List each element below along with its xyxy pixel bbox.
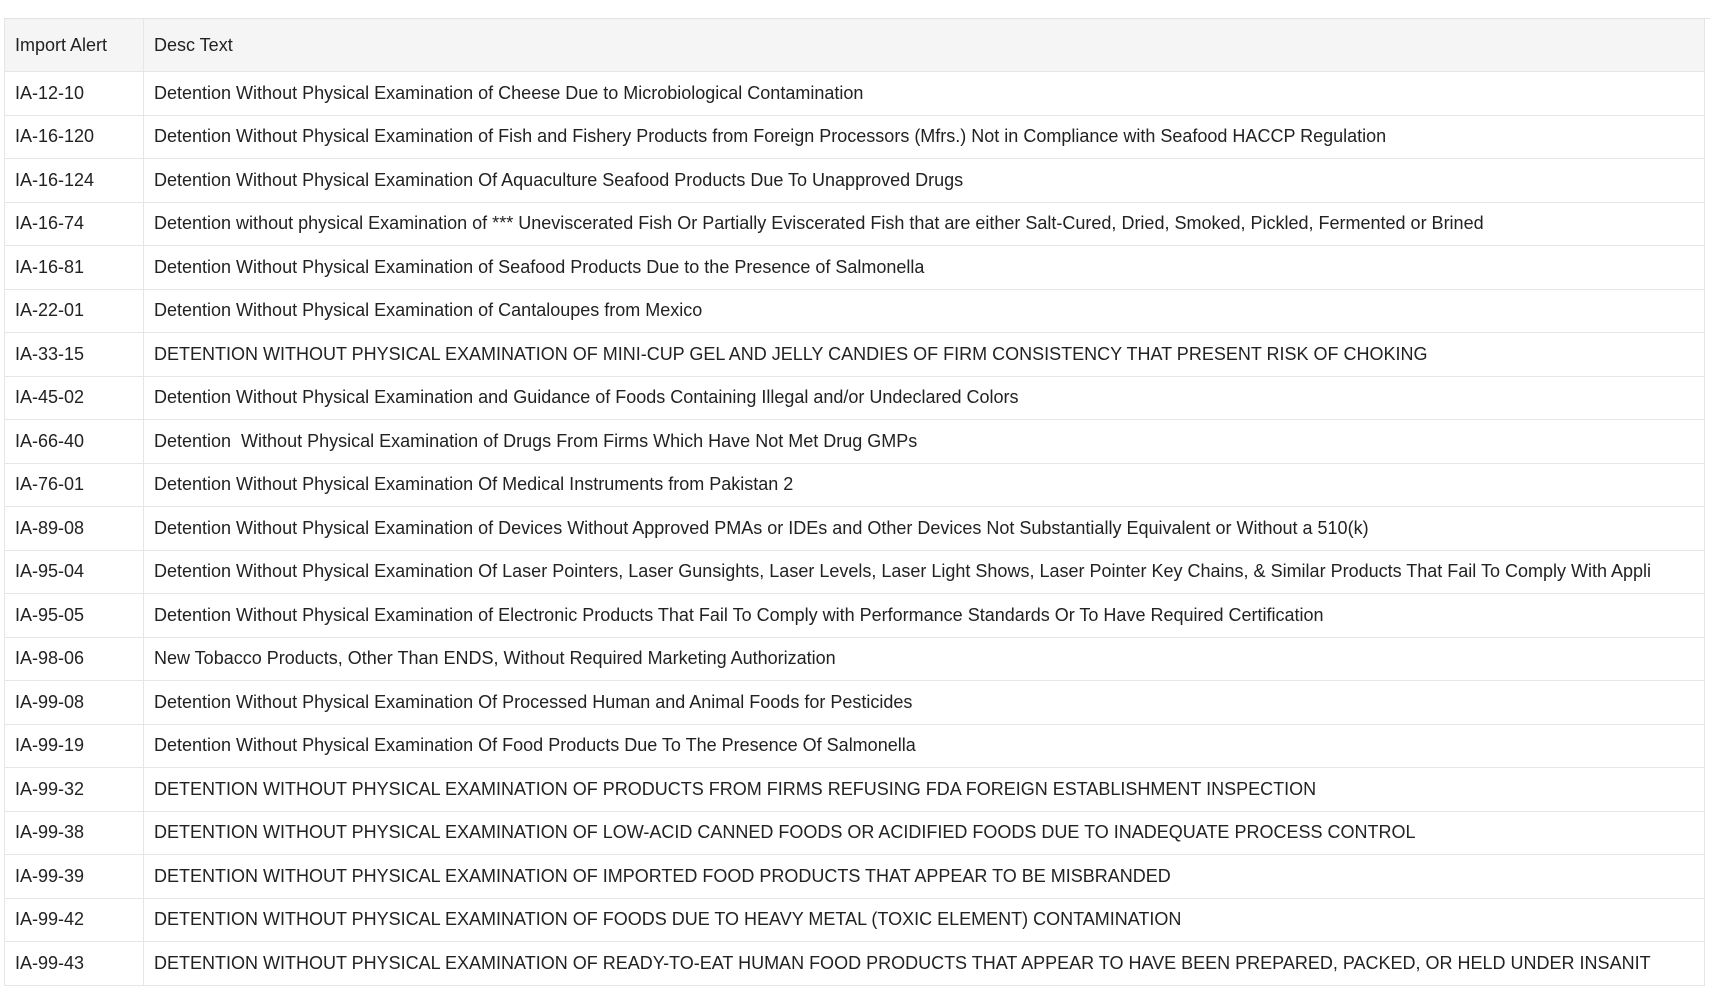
desc-text-cell: Detention Without Physical Examination Of Food Products Due To The Presence Of Salmonella: [144, 724, 1705, 768]
table-row[interactable]: [5, 72, 1705, 116]
desc-text-cell: DETENTION WITHOUT PHYSICAL EXAMINATION OF PRODUCTS FROM FIRMS REFUSING FDA FOREIGN ESTABLISHMENT INSPECTION: [144, 768, 1705, 812]
table-body: [5, 72, 1705, 986]
desc-text-cell: DETENTION WITHOUT PHYSICAL EXAMINATION OF LOW-ACID CANNED FOODS OR ACIDIFIED FOODS DUE TO INADEQUATE PROCESS CONTROL: [144, 811, 1705, 855]
table-row[interactable]: [5, 942, 1705, 986]
table-row[interactable]: [5, 202, 1705, 246]
desc-text-cell: Detention Without Physical Examination Of Processed Human and Animal Foods for Pesticides: [144, 681, 1705, 725]
desc-text-cell: Detention without physical Examination of *** Uneviscerated Fish Or Partially Eviscerated Fish that are either Salt-Cured, Dried, Smoked, Pickled, Fermented or Brined: [144, 202, 1705, 246]
import-alert-cell: IA-16-124: [5, 159, 144, 203]
import-alert-cell: IA-33-15: [5, 333, 144, 377]
import-alert-cell: IA-16-81: [5, 246, 144, 290]
table-row[interactable]: [5, 550, 1705, 594]
header-row: [5, 19, 1705, 72]
import-alert-cell: IA-99-43: [5, 942, 144, 986]
table-row[interactable]: [5, 115, 1705, 159]
import-alert-cell: IA-12-10: [5, 72, 144, 116]
import-alerts-table: [4, 19, 1705, 986]
import-alert-cell: IA-99-19: [5, 724, 144, 768]
desc-text-cell: DETENTION WITHOUT PHYSICAL EXAMINATION OF MINI-CUP GEL AND JELLY CANDIES OF FIRM CONSISTENCY THAT PRESENT RISK OF CHOKING: [144, 333, 1705, 377]
desc-text-cell: DETENTION WITHOUT PHYSICAL EXAMINATION OF IMPORTED FOOD PRODUCTS THAT APPEAR TO BE MISBRANDED: [144, 855, 1705, 899]
desc-text-cell: Detention Without Physical Examination Of Medical Instruments from Pakistan 2: [144, 463, 1705, 507]
import-alert-cell: IA-98-06: [5, 637, 144, 681]
table-row[interactable]: [5, 681, 1705, 725]
import-alert-cell: IA-89-08: [5, 507, 144, 551]
import-alert-cell: IA-99-32: [5, 768, 144, 812]
table-header: [5, 19, 1705, 72]
import-alert-cell: IA-22-01: [5, 289, 144, 333]
table-row[interactable]: [5, 507, 1705, 551]
desc-text-cell: Detention Without Physical Examination of Cantaloupes from Mexico: [144, 289, 1705, 333]
table-row[interactable]: [5, 898, 1705, 942]
desc-text-cell: Detention Without Physical Examination Of Aquaculture Seafood Products Due To Unapproved Drugs: [144, 159, 1705, 203]
table-row[interactable]: [5, 724, 1705, 768]
desc-text-cell: Detention Without Physical Examination and Guidance of Foods Containing Illegal and/or Undeclared Colors: [144, 376, 1705, 420]
import-alert-cell: IA-76-01: [5, 463, 144, 507]
import-alert-cell: IA-66-40: [5, 420, 144, 464]
column-header-import-alert[interactable]: Import Alert: [5, 19, 144, 72]
desc-text-cell: New Tobacco Products, Other Than ENDS, Without Required Marketing Authorization: [144, 637, 1705, 681]
desc-text-cell: Detention Without Physical Examination of Devices Without Approved PMAs or IDEs and Other Devices Not Substantially Equivalent or Without a 510(k): [144, 507, 1705, 551]
import-alert-cell: IA-16-120: [5, 115, 144, 159]
table-row[interactable]: [5, 376, 1705, 420]
table-row[interactable]: [5, 463, 1705, 507]
import-alert-cell: IA-99-38: [5, 811, 144, 855]
import-alert-cell: IA-95-05: [5, 594, 144, 638]
table-row[interactable]: [5, 855, 1705, 899]
table-row[interactable]: [5, 289, 1705, 333]
table-row[interactable]: [5, 594, 1705, 638]
desc-text-cell: Detention Without Physical Examination Of Laser Pointers, Laser Gunsights, Laser Levels, Laser Light Shows, Laser Pointer Key Chains, & Similar Products That Fail To Comply With Appli: [144, 550, 1705, 594]
desc-text-cell: Detention Without Physical Examination of Drugs From Firms Which Have Not Met Drug GMPs: [144, 420, 1705, 464]
import-alerts-table-container[interactable]: [4, 18, 1710, 987]
desc-text-cell: Detention Without Physical Examination of Cheese Due to Microbiological Contamination: [144, 72, 1705, 116]
import-alert-cell: IA-99-42: [5, 898, 144, 942]
table-row[interactable]: [5, 159, 1705, 203]
import-alert-cell: IA-16-74: [5, 202, 144, 246]
desc-text-cell: Detention Without Physical Examination of Fish and Fishery Products from Foreign Processors (Mfrs.) Not in Compliance with Seafood HACCP Regulation: [144, 115, 1705, 159]
table-row[interactable]: [5, 811, 1705, 855]
table-row[interactable]: [5, 637, 1705, 681]
import-alert-cell: IA-99-39: [5, 855, 144, 899]
column-header-desc-text[interactable]: Desc Text: [144, 19, 1705, 72]
table-row[interactable]: [5, 420, 1705, 464]
desc-text-cell: Detention Without Physical Examination of Seafood Products Due to the Presence of Salmonella: [144, 246, 1705, 290]
desc-text-cell: DETENTION WITHOUT PHYSICAL EXAMINATION OF FOODS DUE TO HEAVY METAL (TOXIC ELEMENT) CONTAMINATION: [144, 898, 1705, 942]
desc-text-cell: DETENTION WITHOUT PHYSICAL EXAMINATION OF READY-TO-EAT HUMAN FOOD PRODUCTS THAT APPEAR TO HAVE BEEN PREPARED, PACKED, OR HELD UNDER INSANIT: [144, 942, 1705, 986]
table-row[interactable]: [5, 768, 1705, 812]
table-row[interactable]: [5, 246, 1705, 290]
table-row[interactable]: [5, 333, 1705, 377]
desc-text-cell: Detention Without Physical Examination of Electronic Products That Fail To Comply with Performance Standards Or To Have Required Certification: [144, 594, 1705, 638]
import-alert-cell: IA-99-08: [5, 681, 144, 725]
import-alert-cell: IA-45-02: [5, 376, 144, 420]
import-alert-cell: IA-95-04: [5, 550, 144, 594]
